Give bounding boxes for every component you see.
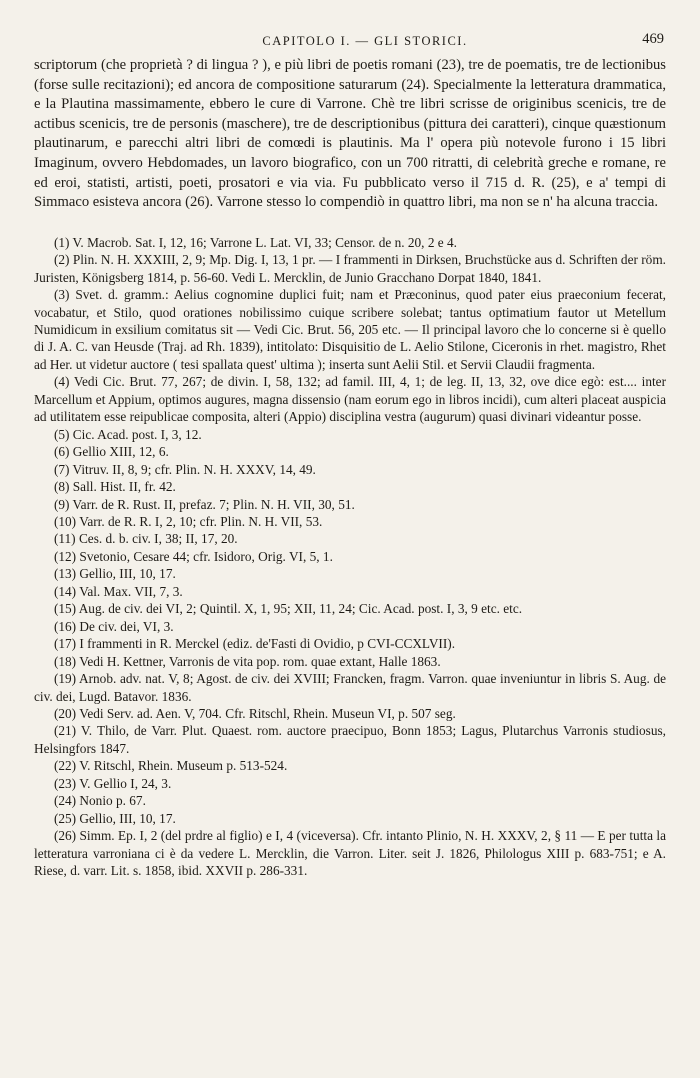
footnote <box>34 373 666 425</box>
footnote-text: Aug. de civ. dei VI, 2; Quintil. X, 1, 95; XII, 11, 24; Cic. Acad. post. I, 3, 9 etc. etc. <box>78 601 523 617</box>
running-title: CAPITOLO I. — GLI STORICI. <box>262 34 468 48</box>
footnote-number: (14) <box>53 583 77 599</box>
footnote-number: (2) <box>53 252 70 268</box>
footnote-number: (7) <box>53 461 70 477</box>
footnote-text: Gellio, III, 10, 17. <box>79 566 176 582</box>
footnote-number: (17) <box>53 636 77 652</box>
footnote <box>34 635 666 652</box>
footnote-text: Plin. N. H. XXXIII, 2, 9; Mp. Dig. I, 13, 1 pr. — I frammenti in Dirksen, Bruchstücke aus d. Schriften der röm. Juristen, Königsberg 1814, p. 56-60. Vedi L. Mercklin, de Junio Gracchano Dorpat 1840, 1841. <box>34 252 666 285</box>
footnote-number: (26) <box>53 828 77 844</box>
footnote <box>34 722 666 757</box>
footnote <box>34 670 666 705</box>
footnote <box>34 653 666 670</box>
footnote-text: Arnob. adv. nat. V, 8; Agost. de civ. dei XVIII; Francken, fragm. Varron. quae inveniuntur in libris S. Aug. de civ. dei, Lugd. Batavor. 1836. <box>34 671 666 704</box>
footnote-text: Vitruv. II, 8, 9; cfr. Plin. N. H. XXXV, 14, 49. <box>72 461 316 477</box>
footnote-text: Varr. de R. R. I, 2, 10; cfr. Plin. N. H. VII, 53. <box>79 514 323 529</box>
footnote-number: (6) <box>53 444 70 460</box>
footnote-number: (15) <box>53 601 77 617</box>
footnote-text: V. Ritschl, Rhein. Museum p. 513-524. <box>79 758 288 774</box>
footnote <box>34 286 666 373</box>
footnote <box>34 548 666 565</box>
footnote-number: (9) <box>53 496 70 512</box>
footnote <box>34 513 666 530</box>
footnote-number: (12) <box>53 548 77 564</box>
footnote-number: (19) <box>53 671 77 687</box>
footnote <box>34 234 666 251</box>
footnote-text: De civ. dei, VI, 3. <box>79 618 174 634</box>
footnote-text: Vedi H. Kettner, Varronis de vita pop. rom. quae extant, Halle 1863. <box>79 653 441 669</box>
footnote-number: (8) <box>53 479 70 495</box>
footnote-number: (23) <box>53 775 77 791</box>
footnote <box>34 810 666 827</box>
footnote <box>34 757 666 774</box>
footnote <box>34 583 666 600</box>
footnote-text: Nonio p. 67. <box>79 793 146 809</box>
footnote <box>34 827 666 879</box>
footnote-number: (10) <box>53 514 77 529</box>
footnote-number: (3) <box>53 287 70 303</box>
footnote-text: Svet. d. gramm.: Aelius cognomine duplici fuit; nam et Præconinus, quod pater eius praeconium fecerat, vocabatur, et Stilo, quod orationes nobilissimo cuique scribere solebat; tantus optimatium fautor ut Metellum Numidicum in exsilium comitatus sit — Vedi Cic. Brut. 56, 205 etc. — Il principal lavoro che lo concerne si è quello di J. A. C. van Heusde (Traj. ad Rh. 1839), intitolato: Disquisitio de L. Aelio Stilone, Ciceronis in rhet. magistro, Rhet ad Her. ut videtur auctore ( tesi spallata quest' ultima ); inserta sunt Aelii Stil. et Servii Claudii fragmenta. <box>34 287 666 372</box>
footnote <box>34 600 666 617</box>
body-paragraph: scriptorum (che proprietà ? di lingua ? ), e più libri de poetis romani (23), tre de poematis, tre de lectionibus (forse sulle recitazioni); ed ancora de compositione saturarum (24). Specialmente la letteratura drammatica, e la Plautina massimamente, ebbero le cure di Varrone. Chè tre libri scrisse de originibus scenicis, tre de actibus scenicis, tre de personis (maschere), tre de descriptionibus (pittura dei caratteri), cinque quæstionum plautinarum, e parecchi altri libri de comœdi is plautinis. Ma l' opera più notevole furono i 15 libri Imaginum, ovvero Hebdomades, un lavoro biografico, con un 700 ritratti, di celebrità greche e romane, re ed eroi, statisti, artisti, poeti, prosatori e via via. Fu pubblicato verso il 715 d. R. (25), e a' tempi di Simmaco esisteva ancora (26). Varrone stesso lo compendiò in quattro libri, ma non se n' ha alcuna traccia. <box>34 57 666 211</box>
footnote <box>34 496 666 513</box>
footnote-text: Vedi Serv. ad. Aen. V, 704. Cfr. Ritschl, Rhein. Museun VI, p. 507 seg. <box>79 705 456 721</box>
footnote-text: Vedi Cic. Brut. 77, 267; de divin. I, 58, 132; ad famil. III, 4, 1; de leg. II, 13, 32, ove dice egò: est.... inter Marcellum et Appium, optimos augures, magna dissensio (nam eorum ego in libros incidi), cum alteri placeat auspicia ad utilitatem esse reipublicae composita, alteri (Appio) disciplina vestra (augurum) quasi divinari videantur posse. <box>34 374 666 425</box>
footnote <box>34 251 666 286</box>
footnote-text: Val. Max. VII, 7, 3. <box>79 583 183 599</box>
footnote <box>34 705 666 722</box>
footnote-number: (13) <box>53 566 77 582</box>
footnote <box>34 618 666 635</box>
footnote <box>34 478 666 495</box>
footnote <box>34 792 666 809</box>
footnote-number: (25) <box>53 810 77 826</box>
footnote-number: (21) <box>53 723 77 739</box>
footnote-number: (1) <box>53 234 70 250</box>
footnote-text: Sall. Hist. II, fr. 42. <box>72 479 176 495</box>
footnotes <box>34 234 666 880</box>
footnote-text: V. Macrob. Sat. I, 12, 16; Varrone L. Lat. VI, 33; Censor. de n. 20, 2 e 4. <box>72 234 457 250</box>
footnote <box>34 775 666 792</box>
footnote-number: (5) <box>53 426 70 442</box>
footnote-number: (24) <box>53 793 77 809</box>
footnote <box>34 530 666 547</box>
footnote-text: V. Gellio I, 24, 3. <box>79 775 172 791</box>
footnote-number: (11) <box>53 531 76 547</box>
footnote <box>34 565 666 582</box>
footnote <box>34 461 666 478</box>
page-header <box>34 30 666 52</box>
footnote-text: Cic. Acad. post. I, 3, 12. <box>72 426 202 442</box>
footnote-number: (22) <box>53 758 77 774</box>
footnote-text: Simm. Ep. I, 2 (del prdre al figlio) e I, 4 (viceversa). Cfr. intanto Plinio, N. H. XXXV, 2, § 11 — E per tutta la letteratura varroniana ci è da vedere L. Mercklin, die Varron. Liter. seit J. 1826, Philologus XIII p. 683-751; e A. Riese, d. varr. Lit. s. 1858, ibid. XXVII p. 286-331. <box>34 828 666 879</box>
footnote-text: Gellio XIII, 12, 6. <box>72 444 169 460</box>
footnote-text: Ces. d. b. civ. I, 38; II, 17, 20. <box>78 531 238 547</box>
footnote-text: Varr. de R. Rust. II, prefaz. 7; Plin. N. H. VII, 30, 51. <box>72 496 355 512</box>
footnote-number: (18) <box>53 653 77 669</box>
page-number: 469 <box>642 31 664 47</box>
footnote-number: (20) <box>53 705 77 721</box>
footnote-number: (4) <box>53 374 70 390</box>
footnote-text: Gellio, III, 10, 17. <box>79 810 176 826</box>
footnote-number: (16) <box>53 618 77 634</box>
footnote <box>34 426 666 443</box>
footnote-text: I frammenti in R. Merckel (ediz. de'Fasti di Ovidio, p CVI-CCXLVII). <box>79 636 456 652</box>
footnote-text: Svetonio, Cesare 44; cfr. Isidoro, Orig. VI, 5, 1. <box>79 548 333 564</box>
footnote-text: V. Thilo, de Varr. Plut. Quaest. rom. auctore praecipuo, Bonn 1853; Lagus, Plutarchus Varronis studiosus, Helsingfors 1847. <box>34 723 666 756</box>
footnote <box>34 443 666 460</box>
